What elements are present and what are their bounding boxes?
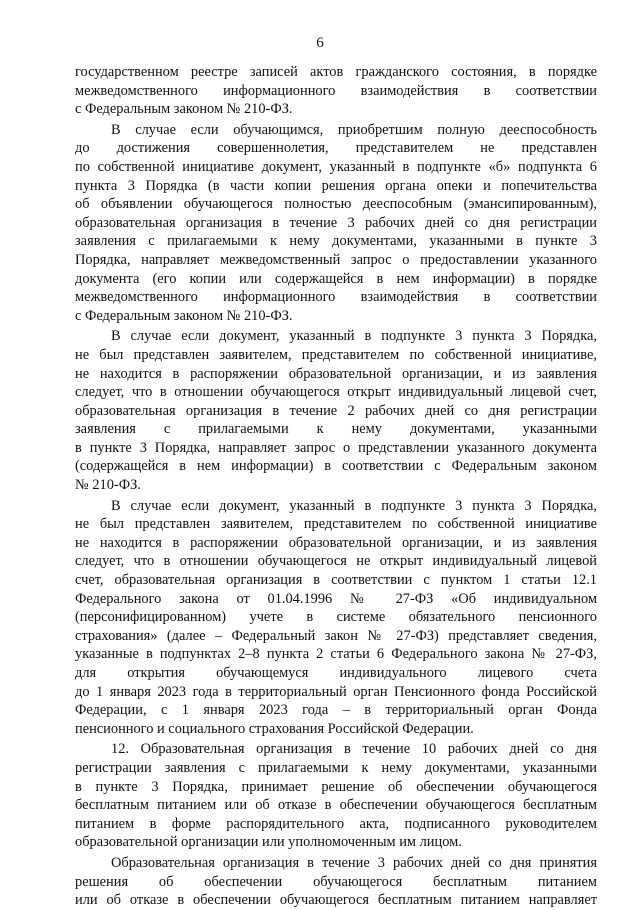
paragraph-line: государственном реестре записей актов гражданского состояния, в порядке xyxy=(75,64,597,80)
paragraph-line: образовательная организация в течение 3 рабочих дней со дня регистрации xyxy=(75,214,597,231)
paragraph-line: (персонифицированном) учете в системе обязательного пенсионного xyxy=(75,609,597,626)
paragraph-line: документа (его копии или содержащейся в нем информации) в порядке xyxy=(75,270,597,287)
paragraph-line: не находится в распоряжении образовательной организации, и из заявления xyxy=(75,534,597,551)
paragraph-line: межведомственного информационного взаимодействия в соответствии xyxy=(75,289,597,306)
paragraph-line: с Федеральным законом № 210-ФЗ. xyxy=(75,307,293,324)
document-body xyxy=(75,63,597,910)
paragraph-line: страхования» (далее – Федеральный закон № 27-ФЗ) представляет сведения, xyxy=(75,627,597,644)
paragraph xyxy=(75,854,597,910)
paragraph-line: для открытия обучающемуся индивидуального лицевого счета xyxy=(75,665,597,681)
paragraph-line: не был представлен заявителем, представителем по собственной инициативе, xyxy=(75,346,597,363)
paragraph-line: № 210-ФЗ. xyxy=(75,477,141,494)
paragraph-line: не был представлен заявителем, представителем по собственной инициативе xyxy=(75,516,597,533)
paragraph-line: образовательная организация в течение 2 рабочих дней со дня регистрации xyxy=(75,402,597,419)
paragraph-line: в пункте 3 Порядка, направляет запрос о представлении указанного документа xyxy=(75,439,597,456)
paragraph-line: В случае если документ, указанный в подпункте 3 пункта 3 Порядка, xyxy=(111,497,597,514)
paragraph-line: В случае если обучающимся, приобретшим полную дееспособность xyxy=(111,121,597,138)
paragraph xyxy=(75,327,597,494)
paragraph xyxy=(75,497,597,739)
paragraph-line: с Федеральным законом № 210-ФЗ. xyxy=(75,101,293,118)
paragraph-line: Порядка, направляет межведомственный запрос о предоставлении указанного xyxy=(75,251,597,268)
paragraph-line: следует, что в отношении обучающегося не открыт индивидуальный лицевой xyxy=(75,553,597,570)
paragraph-line: об объявлении обучающегося полностью дееспособным (эмансипированным), xyxy=(75,196,597,213)
paragraph-line: пункта 3 Порядка (в части копии решения органа опеки и попечительства xyxy=(75,177,597,194)
paragraph-line: Федерации, с 1 января 2023 года – в территориальный орган Фонда xyxy=(75,702,597,719)
paragraph xyxy=(75,121,597,326)
paragraph-line: бесплатным питанием или об отказе в обеспечении обучающегося бесплатным xyxy=(75,797,597,814)
paragraph-line: до 1 января 2023 года в территориальный орган Пенсионного фонда Российской xyxy=(75,683,597,700)
paragraph-line: в пункте 3 Порядка, принимает решение об обеспечении обучающегося xyxy=(75,778,597,795)
paragraph-line: В случае если документ, указанный в подпункте 3 пункта 3 Порядка, xyxy=(111,328,597,345)
paragraph xyxy=(75,740,597,852)
paragraph-line: заявления с прилагаемыми к нему документами, указанными xyxy=(75,421,597,438)
paragraph xyxy=(75,63,597,119)
paragraph-line: решения об обеспечении обучающегося бесплатным питанием xyxy=(75,873,597,890)
paragraph-line: не находится в распоряжении образовательной организации, и из заявления xyxy=(75,365,597,382)
paragraph-line: пенсионного и социального страхования Российской Федерации. xyxy=(75,720,474,737)
paragraph-line: по собственной инициативе документ, указанный в подпункте «б» подпункта 6 xyxy=(75,158,597,175)
paragraph-line: указанные в подпунктах 2–8 пункта 2 статьи 6 Федерального закона № 27-ФЗ, xyxy=(75,646,597,663)
paragraph-line: (содержащейся в нем информации) в соответствии с Федеральным законом xyxy=(75,458,597,475)
paragraph-line: до достижения совершеннолетия, представителем не представлен xyxy=(75,140,597,157)
paragraph-line: или об отказе в обеспечении обучающегося бесплатным питанием направляет xyxy=(75,892,597,909)
paragraph-line: межведомственного информационного взаимодействия в соответствии xyxy=(75,82,597,99)
paragraph-line: заявления с прилагаемыми к нему документами, указанными в пункте 3 xyxy=(75,233,597,250)
page-number: 6 xyxy=(316,35,324,51)
paragraph-line: Образовательная организация в течение 3 рабочих дней со дня принятия xyxy=(111,854,597,871)
paragraph-line: питанием в форме распорядительного акта, подписанного руководителем xyxy=(75,815,597,832)
paragraph-line: регистрации заявления с прилагаемыми к нему документами, указанными xyxy=(75,759,597,776)
paragraph-line: следует, что в отношении обучающегося открыт индивидуальный лицевой счет, xyxy=(75,384,597,401)
paragraph-line: Федерального закона от 01.04.1996 № 27-ФЗ «Об индивидуальном xyxy=(75,590,597,607)
paragraph-line: счет, образовательная организация в соответствии с пунктом 1 статьи 12.1 xyxy=(75,572,597,589)
paragraph-line: образовательной организации или уполномоченным им лицом. xyxy=(75,834,462,851)
paragraph-line: 12. Образовательная организация в течение 10 рабочих дней со дня xyxy=(111,741,597,758)
